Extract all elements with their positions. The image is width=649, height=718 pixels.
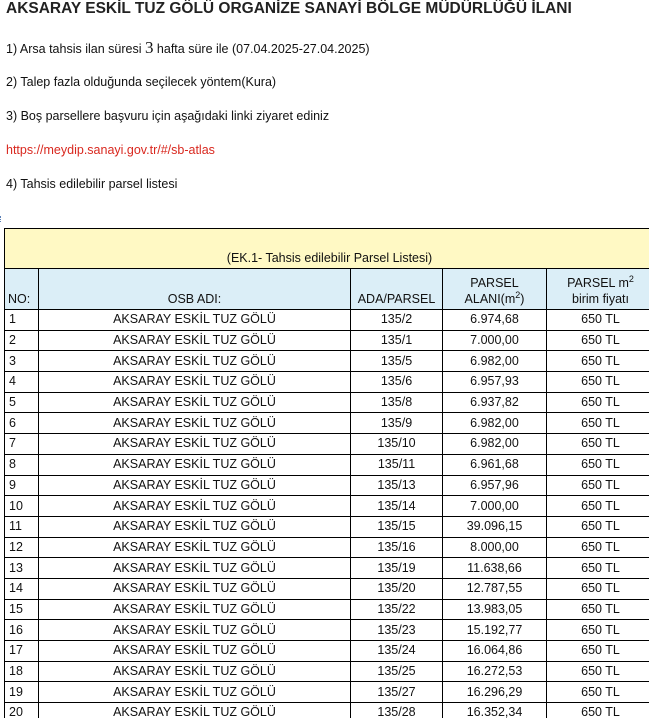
table-row — [5, 682, 649, 703]
cell-osb: AKSARAY ESKİL TUZ GÖLÜ — [39, 516, 351, 537]
info-line-2: 2) Talep fazla olduğunda seçilecek yöntem(Kura) — [6, 75, 276, 89]
header-alan — [443, 269, 547, 310]
table-row — [5, 413, 649, 434]
cell-fiyat: 650 TL — [547, 682, 649, 703]
cell-ada: 135/2 — [351, 310, 443, 331]
cell-fiyat: 650 TL — [547, 661, 649, 682]
cell-alan: 11.638,66 — [443, 558, 547, 579]
cell-osb: AKSARAY ESKİL TUZ GÖLÜ — [39, 351, 351, 372]
cell-osb: AKSARAY ESKİL TUZ GÖLÜ — [39, 558, 351, 579]
cell-ada: 135/24 — [351, 641, 443, 662]
cell-alan: 15.192,77 — [443, 620, 547, 641]
cell-alan: 7.000,00 — [443, 330, 547, 351]
header-fiyat-top-text: PARSEL m — [567, 276, 629, 290]
header-alan-bottom — [443, 291, 546, 307]
cell-ada: 135/1 — [351, 330, 443, 351]
cell-osb: AKSARAY ESKİL TUZ GÖLÜ — [39, 434, 351, 455]
cell-ada: 135/20 — [351, 578, 443, 599]
cell-osb: AKSARAY ESKİL TUZ GÖLÜ — [39, 661, 351, 682]
cell-osb: AKSARAY ESKİL TUZ GÖLÜ — [39, 496, 351, 517]
cell-no: 3 — [5, 351, 39, 372]
table-row — [5, 537, 649, 558]
cell-alan: 6.957,93 — [443, 372, 547, 393]
header-fiyat-bottom: birim fiyatı — [547, 291, 649, 307]
table-row — [5, 641, 649, 662]
cell-alan: 6.982,00 — [443, 434, 547, 455]
cell-osb: AKSARAY ESKİL TUZ GÖLÜ — [39, 620, 351, 641]
header-fiyat — [547, 269, 649, 310]
table-header-row — [5, 269, 649, 310]
cell-marker — [0, 216, 4, 222]
cell-fiyat: 650 TL — [547, 537, 649, 558]
cell-no: 14 — [5, 578, 39, 599]
cell-ada: 135/15 — [351, 516, 443, 537]
cell-no: 12 — [5, 537, 39, 558]
cell-ada: 135/14 — [351, 496, 443, 517]
cell-ada: 135/8 — [351, 392, 443, 413]
parcel-table — [4, 228, 649, 718]
cell-no: 4 — [5, 372, 39, 393]
table-row — [5, 310, 649, 331]
table-row — [5, 372, 649, 393]
cell-alan: 7.000,00 — [443, 496, 547, 517]
cell-ada: 135/13 — [351, 475, 443, 496]
table-body — [5, 310, 649, 718]
cell-osb: AKSARAY ESKİL TUZ GÖLÜ — [39, 372, 351, 393]
table-row — [5, 392, 649, 413]
cell-ada: 135/10 — [351, 434, 443, 455]
cell-osb: AKSARAY ESKİL TUZ GÖLÜ — [39, 454, 351, 475]
cell-alan: 6.974,68 — [443, 310, 547, 331]
table-row — [5, 351, 649, 372]
cell-fiyat: 650 TL — [547, 516, 649, 537]
cell-no: 11 — [5, 516, 39, 537]
info-line-1-weeks: 3 — [145, 38, 154, 57]
cell-osb: AKSARAY ESKİL TUZ GÖLÜ — [39, 392, 351, 413]
cell-fiyat: 650 TL — [547, 475, 649, 496]
cell-ada: 135/25 — [351, 661, 443, 682]
cell-fiyat: 650 TL — [547, 578, 649, 599]
cell-no: 20 — [5, 703, 39, 718]
header-osb: OSB ADI: — [39, 269, 351, 310]
cell-ada: 135/22 — [351, 599, 443, 620]
cell-alan: 16.296,29 — [443, 682, 547, 703]
cell-alan: 12.787,55 — [443, 578, 547, 599]
cell-alan: 16.352,34 — [443, 703, 547, 718]
cell-ada: 135/5 — [351, 351, 443, 372]
cell-osb: AKSARAY ESKİL TUZ GÖLÜ — [39, 475, 351, 496]
cell-no: 18 — [5, 661, 39, 682]
table-row — [5, 599, 649, 620]
table-row — [5, 558, 649, 579]
cell-no: 2 — [5, 330, 39, 351]
header-alan-sup: 2 — [515, 290, 520, 300]
table-caption-row — [5, 229, 649, 269]
table-row — [5, 475, 649, 496]
cell-fiyat: 650 TL — [547, 703, 649, 718]
atlas-link[interactable]: https://meydip.sanayi.gov.tr/#/sb-atlas — [6, 143, 215, 157]
cell-ada: 135/28 — [351, 703, 443, 718]
header-no: NO: — [5, 269, 39, 310]
info-line-1-prefix: 1) Arsa tahsis ilan süresi — [6, 42, 145, 56]
table-row — [5, 703, 649, 718]
cell-ada: 135/19 — [351, 558, 443, 579]
cell-no: 15 — [5, 599, 39, 620]
cell-no: 9 — [5, 475, 39, 496]
cell-osb: AKSARAY ESKİL TUZ GÖLÜ — [39, 703, 351, 718]
cell-ada: 135/6 — [351, 372, 443, 393]
cell-fiyat: 650 TL — [547, 558, 649, 579]
cell-no: 5 — [5, 392, 39, 413]
cell-alan: 6.937,82 — [443, 392, 547, 413]
table-row — [5, 661, 649, 682]
cell-osb: AKSARAY ESKİL TUZ GÖLÜ — [39, 641, 351, 662]
table-row — [5, 578, 649, 599]
cell-fiyat: 650 TL — [547, 454, 649, 475]
cell-no: 6 — [5, 413, 39, 434]
table-row — [5, 620, 649, 641]
cell-no: 19 — [5, 682, 39, 703]
cell-fiyat: 650 TL — [547, 392, 649, 413]
cell-no: 16 — [5, 620, 39, 641]
table-row — [5, 496, 649, 517]
table-row — [5, 516, 649, 537]
parcel-table-container — [4, 228, 649, 718]
cell-fiyat: 650 TL — [547, 620, 649, 641]
header-alan-top: PARSEL — [443, 275, 546, 291]
cell-alan: 6.982,00 — [443, 413, 547, 434]
cell-alan: 13.983,05 — [443, 599, 547, 620]
header-alan-bottom-text: ALANI(m — [465, 292, 516, 306]
table-row — [5, 454, 649, 475]
cell-ada: 135/11 — [351, 454, 443, 475]
cell-no: 7 — [5, 434, 39, 455]
cell-no: 8 — [5, 454, 39, 475]
cell-fiyat: 650 TL — [547, 351, 649, 372]
header-ada: ADA/PARSEL — [351, 269, 443, 310]
cell-alan: 39.096,15 — [443, 516, 547, 537]
cell-alan: 6.961,68 — [443, 454, 547, 475]
cell-fiyat: 650 TL — [547, 434, 649, 455]
cell-no: 1 — [5, 310, 39, 331]
info-line-1-suffix: hafta süre ile (07.04.2025-27.04.2025) — [153, 42, 369, 56]
cell-no: 13 — [5, 558, 39, 579]
cell-alan: 6.982,00 — [443, 351, 547, 372]
cell-alan: 16.272,53 — [443, 661, 547, 682]
cell-alan: 8.000,00 — [443, 537, 547, 558]
cell-osb: AKSARAY ESKİL TUZ GÖLÜ — [39, 682, 351, 703]
info-line-3: 3) Boş parsellere başvuru için aşağıdaki linki ziyaret ediniz — [6, 109, 329, 123]
cell-fiyat: 650 TL — [547, 641, 649, 662]
cell-fiyat: 650 TL — [547, 496, 649, 517]
cell-fiyat: 650 TL — [547, 330, 649, 351]
info-line-1 — [6, 38, 370, 58]
cell-ada: 135/16 — [351, 537, 443, 558]
cell-osb: AKSARAY ESKİL TUZ GÖLÜ — [39, 578, 351, 599]
table-row — [5, 330, 649, 351]
cell-osb: AKSARAY ESKİL TUZ GÖLÜ — [39, 599, 351, 620]
cell-fiyat: 650 TL — [547, 599, 649, 620]
cell-osb: AKSARAY ESKİL TUZ GÖLÜ — [39, 537, 351, 558]
cell-osb: AKSARAY ESKİL TUZ GÖLÜ — [39, 310, 351, 331]
cell-fiyat: 650 TL — [547, 413, 649, 434]
info-line-4: 4) Tahsis edilebilir parsel listesi — [6, 177, 177, 191]
cell-alan: 6.957,96 — [443, 475, 547, 496]
table-caption: (EK.1- Tahsis edilebilir Parsel Listesi) — [5, 229, 649, 269]
cell-alan: 16.064,86 — [443, 641, 547, 662]
cell-no: 10 — [5, 496, 39, 517]
cell-osb: AKSARAY ESKİL TUZ GÖLÜ — [39, 330, 351, 351]
header-fiyat-sup: 2 — [629, 274, 634, 284]
cell-ada: 135/27 — [351, 682, 443, 703]
cell-fiyat: 650 TL — [547, 372, 649, 393]
header-fiyat-top — [547, 275, 649, 291]
page-title: AKSARAY ESKİL TUZ GÖLÜ ORGANİZE SANAYİ BÖLGE MÜDÜRLÜĞÜ İLANI — [6, 0, 572, 18]
header-alan-bottom-close: ) — [520, 292, 524, 306]
cell-osb: AKSARAY ESKİL TUZ GÖLÜ — [39, 413, 351, 434]
cell-ada: 135/9 — [351, 413, 443, 434]
table-row — [5, 434, 649, 455]
cell-fiyat: 650 TL — [547, 310, 649, 331]
cell-no: 17 — [5, 641, 39, 662]
cell-ada: 135/23 — [351, 620, 443, 641]
